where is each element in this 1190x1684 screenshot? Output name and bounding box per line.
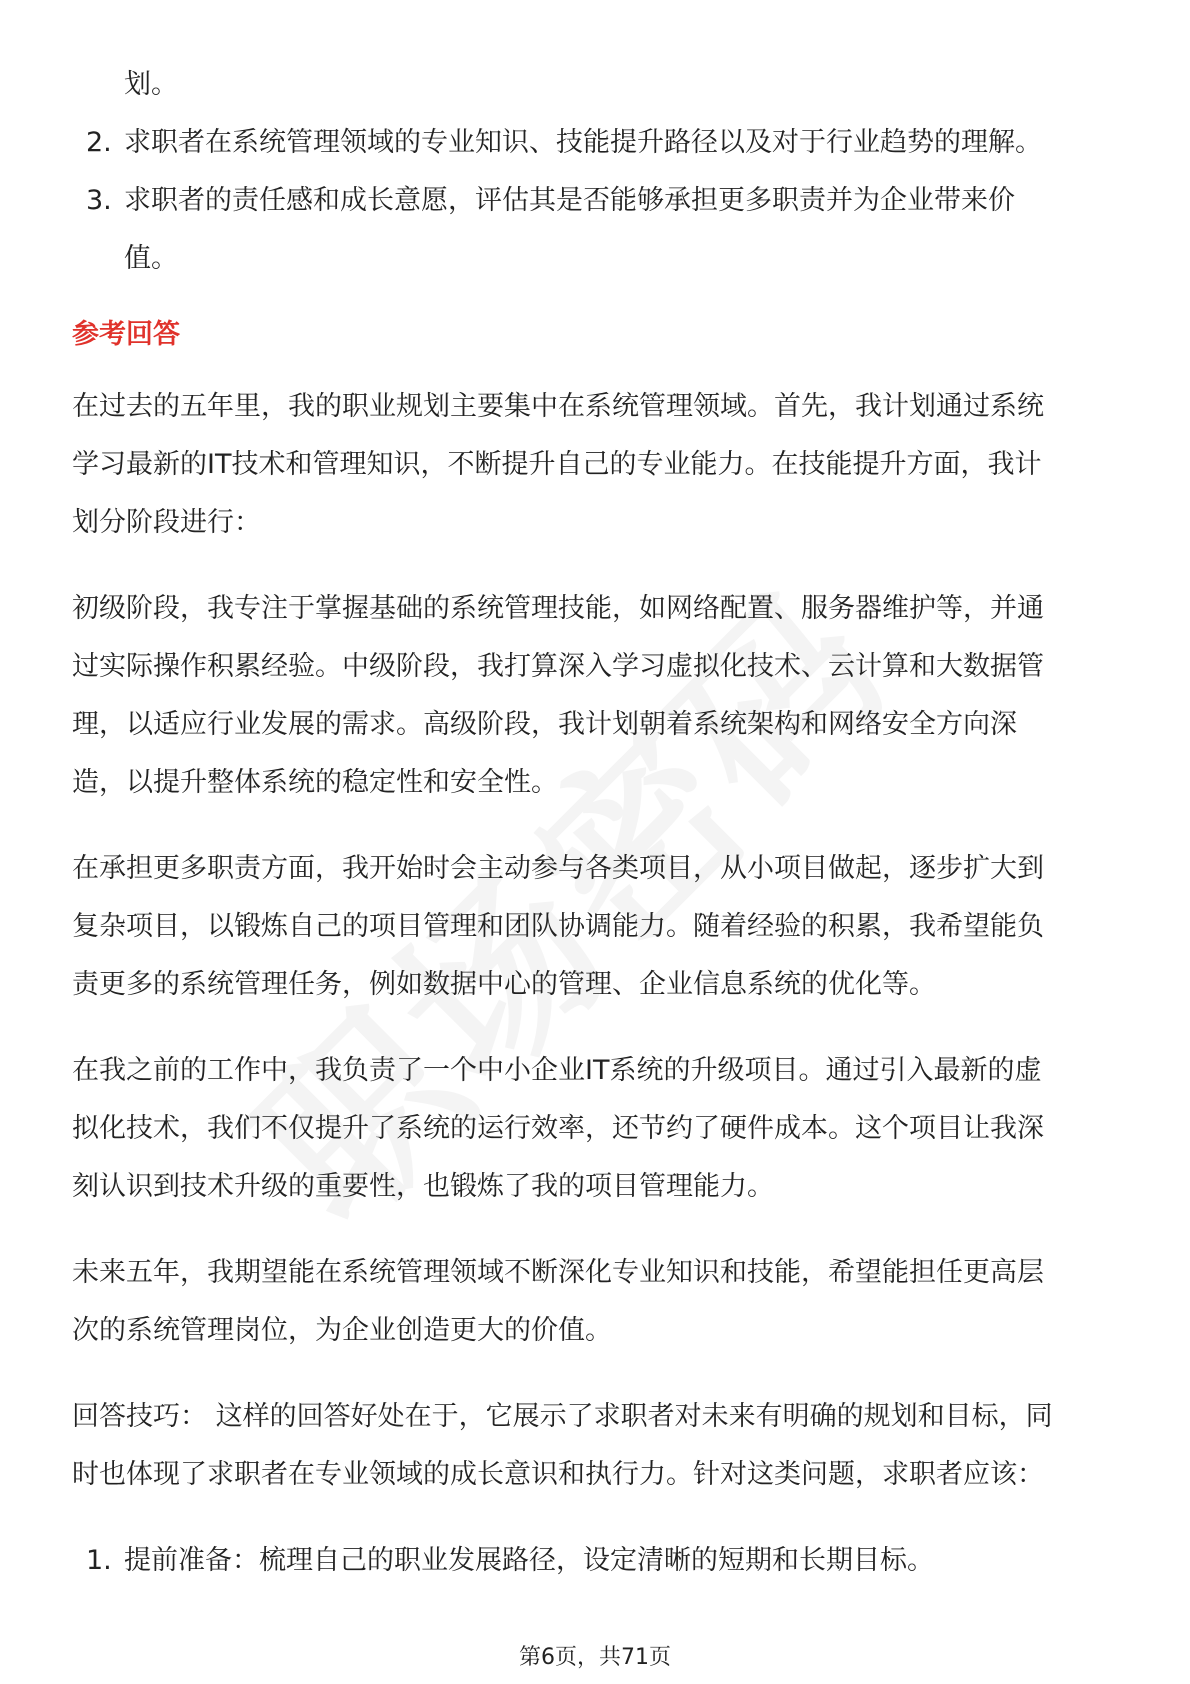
list-item	[72, 1532, 1122, 1590]
answer-tips-paragraph	[72, 1388, 1122, 1504]
paragraph	[72, 378, 1122, 552]
list-number: 1.	[86, 1545, 112, 1576]
page-footer: 第6页，共71页	[519, 1645, 671, 1670]
tips-list	[72, 1532, 1122, 1590]
paragraph-line: 理，以适应行业发展的需求。高级阶段，我计划朝着系统架构和网络安全方向深	[72, 709, 1017, 740]
paragraph-line: 划分阶段进行：	[72, 507, 261, 538]
list-item-text: 值。	[124, 243, 178, 274]
paragraph-line: 在承担更多职责方面，我开始时会主动参与各类项目，从小项目做起，逐步扩大到	[72, 853, 1044, 884]
paragraph-line: 初级阶段，我专注于掌握基础的系统管理技能，如网络配置、服务器维护等，并通	[72, 593, 1044, 624]
paragraph-line: 造，以提升整体系统的稳定性和安全性。	[72, 767, 558, 798]
paragraph-line: 次的系统管理岗位，为企业创造更大的价值。	[72, 1315, 612, 1346]
paragraph	[72, 1244, 1122, 1360]
paragraph-line: 拟化技术，我们不仅提升了系统的运行效率，还节约了硬件成本。这个项目让我深	[72, 1113, 1044, 1144]
list-item	[72, 172, 1122, 288]
paragraph-line: 责更多的系统管理任务，例如数据中心的管理、企业信息系统的优化等。	[72, 969, 936, 1000]
paragraph-line: 在过去的五年里，我的职业规划主要集中在系统管理领域。首先，我计划通过系统	[72, 391, 1044, 422]
list-item-1-continuation: 划。	[124, 69, 178, 100]
paragraph	[72, 1042, 1122, 1216]
list-item-text: 求职者的责任感和成长意愿，评估其是否能够承担更多职责并为企业带来价	[124, 185, 1015, 216]
list-number: 2.	[86, 127, 112, 158]
list-item-text: 提前准备：梳理自己的职业发展路径，设定清晰的短期和长期目标。	[124, 1545, 934, 1576]
paragraph-line: 在我之前的工作中，我负责了一个中小企业IT系统的升级项目。通过引入最新的虚	[72, 1055, 1042, 1086]
section-title: 参考回答	[72, 319, 180, 350]
paragraph-line: 时也体现了求职者在专业领域的成长意识和执行力。针对这类问题，求职者应该：	[72, 1459, 1044, 1490]
document-body	[72, 56, 1122, 1590]
paragraph-line: 学习最新的IT技术和管理知识，不断提升自己的专业能力。在技能提升方面，我计	[72, 449, 1042, 480]
list-item-text: 求职者在系统管理领域的专业知识、技能提升路径以及对于行业趋势的理解。	[124, 127, 1042, 158]
paragraph-line: 回答技巧： 这样的回答好处在于，它展示了求职者对未来有明确的规划和目标，同	[72, 1401, 1053, 1432]
paragraph-line: 未来五年，我期望能在系统管理领域不断深化专业知识和技能，希望能担任更高层	[72, 1257, 1044, 1288]
list-item	[72, 114, 1122, 172]
paragraph	[72, 840, 1122, 1014]
paragraph-line: 刻认识到技术升级的重要性，也锻炼了我的项目管理能力。	[72, 1171, 774, 1202]
paragraph	[72, 580, 1122, 812]
paragraph-line: 过实际操作积累经验。中级阶段，我打算深入学习虚拟化技术、云计算和大数据管	[72, 651, 1044, 682]
list-number: 3.	[86, 185, 112, 216]
intro-list	[72, 56, 1122, 288]
paragraph-line: 复杂项目，以锻炼自己的项目管理和团队协调能力。随着经验的积累，我希望能负	[72, 911, 1044, 942]
